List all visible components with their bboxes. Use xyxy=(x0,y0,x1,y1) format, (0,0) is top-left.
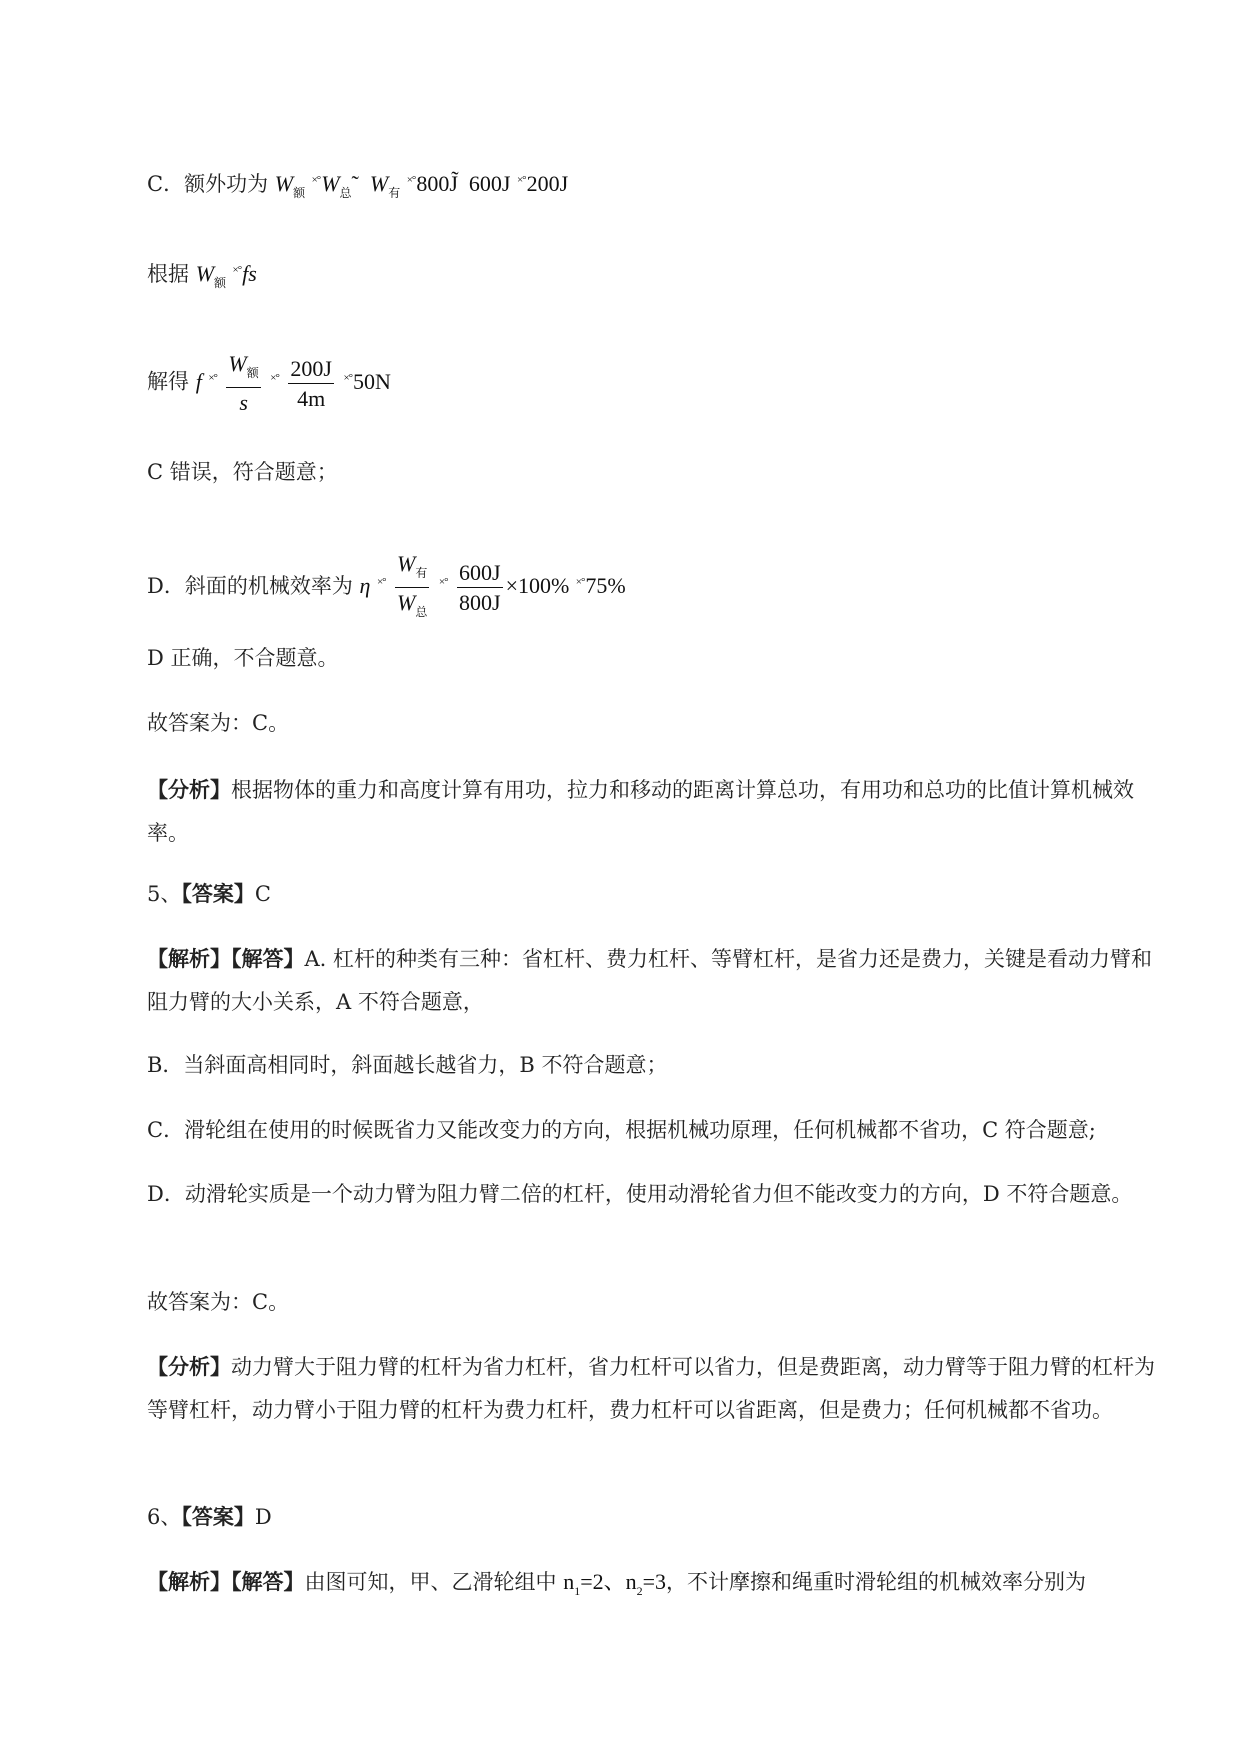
fraction: $\frac{W_额}{s}$ xyxy=(228,351,259,415)
denominator: 800J xyxy=(459,590,501,615)
text: 5、 xyxy=(147,882,182,906)
text: C xyxy=(254,882,271,906)
garbled-symbol: ×° xyxy=(311,174,321,186)
garbled-symbol: ×° xyxy=(575,576,585,589)
fraction xyxy=(457,561,503,615)
subscript: 总 xyxy=(415,605,428,619)
variable: f xyxy=(195,368,202,394)
q5-answer-line xyxy=(147,882,271,906)
garbled-symbol: ×° xyxy=(343,371,353,384)
value: ×100% xyxy=(505,573,570,599)
text: 故答案为：C。 xyxy=(147,1290,290,1314)
value: 50N xyxy=(353,368,391,394)
subscript: 有 xyxy=(415,566,428,580)
d-correct-line xyxy=(147,646,339,670)
tag: 【分析】 xyxy=(147,777,231,802)
math-formula: $W_额$ ×°fs xyxy=(195,261,257,290)
option-c-line xyxy=(147,168,568,205)
subscript: 额 xyxy=(246,366,259,380)
denominator: 4m xyxy=(297,385,326,411)
math-formula: $W_额$ $^{\times^\circ}W_总˜$ $W_有$ ×°800J̃ 600J ×°200J xyxy=(274,171,569,200)
analysis-paragraph-1 xyxy=(147,768,1157,855)
text: 解得 xyxy=(147,369,196,394)
text: 故答案为：C。 xyxy=(147,711,290,735)
text: 由图可知，甲、乙滑轮组中 xyxy=(304,1570,564,1594)
math-formula xyxy=(359,551,626,619)
value: 200J xyxy=(526,171,569,196)
garbled-symbol: ˜ xyxy=(351,171,359,196)
garbled-symbol: ×° xyxy=(208,371,217,384)
tag: 【解析】【解答】 xyxy=(147,946,305,971)
q5-explanation xyxy=(147,937,1157,1024)
text: 动力臂大于阻力臂的杠杆为省力杠杆，省力杠杆可以省力，但是费距离，动力臂等于阻力臂的杠杆为等臂杠杆，动力臂小于阻力臂的杠杆为费力杠杆，费力杠杆可以省距离，但是费力；任何机械都不省功。 xyxy=(147,1355,1155,1422)
fraction: $\frac{W_有}{W_总}$ xyxy=(397,551,428,619)
garbled-symbol: ×° xyxy=(376,576,386,589)
text: D．斜面的机械效率为 xyxy=(147,574,360,599)
answer-line-1 xyxy=(147,711,289,735)
q6-explanation: 【解析】【解答】由图可知，甲、乙滑轮组中 $n_1=2$、$n_2=3$，不计摩擦和绳重时滑轮组的机械效率分别为 xyxy=(147,1569,1087,1598)
text: D．动滑轮实质是一个动力臂为阻力臂二倍的杠杆，使用动滑轮省力但不能改变力的方向，D 不符合题意。 xyxy=(147,1182,1133,1206)
text: 6、 xyxy=(147,1505,182,1529)
variable: s xyxy=(239,390,248,415)
text: D 正确，不合题意。 xyxy=(147,646,339,670)
tag: 【分析】 xyxy=(147,1354,231,1379)
tag: 【答案】 xyxy=(181,1504,255,1529)
text: 根据 xyxy=(147,262,196,286)
fraction xyxy=(288,357,334,411)
numerator: 600J xyxy=(457,561,503,588)
q5-option-d xyxy=(147,1173,1157,1216)
tag: 【答案】 xyxy=(181,881,255,906)
garbled-symbol: ×° xyxy=(406,174,416,186)
garbled-symbol: ×° xyxy=(270,371,279,384)
q6-answer-line xyxy=(147,1505,272,1529)
subscript: 1 xyxy=(574,1584,581,1598)
garbled-symbol: ×° xyxy=(232,264,242,276)
value: 600J xyxy=(468,171,511,196)
text: A. 杠杆的种类有三种：省杠杆、费力杠杆、等臂杠杆，是省力还是费力，关键是看动力臂和阻力臂的大小关系，A 不符合题意， xyxy=(147,947,1153,1014)
analysis-paragraph-2 xyxy=(147,1345,1157,1432)
text: C．滑轮组在使用的时候既省力又能改变力的方向，根据机械功原理，任何机械都不省功，C 符合题意; xyxy=(147,1118,1096,1142)
subscript: 总 xyxy=(339,186,352,200)
option-d-line xyxy=(147,552,626,624)
text: ，不计摩擦和绳重时滑轮组的机械效率分别为 xyxy=(666,1570,1087,1594)
value: 75% xyxy=(585,573,626,599)
math-formula xyxy=(195,351,391,415)
subscript: 有 xyxy=(388,186,401,200)
text: C 错误，符合题意； xyxy=(147,460,338,484)
value: =2、 xyxy=(580,1569,626,1594)
variable: η xyxy=(359,573,371,599)
text: 根据物体的重力和高度计算有用功，拉力和移动的距离计算总功，有用功和总功的比值计算机械效率。 xyxy=(147,778,1134,845)
subscript: 2 xyxy=(636,1584,643,1598)
solve-line xyxy=(147,352,391,415)
garbled-symbol: ×° xyxy=(516,174,526,186)
answer-line-2 xyxy=(147,1290,289,1314)
c-wrong-line xyxy=(147,460,338,484)
q5-option-b xyxy=(147,1053,668,1077)
subscript: 额 xyxy=(293,186,306,200)
text: B．当斜面高相同时，斜面越长越省力，B 不符合题意； xyxy=(147,1053,668,1077)
numerator: 200J xyxy=(288,357,334,384)
tag: 【解析】【解答】 xyxy=(147,1569,305,1594)
value: 800J̃ xyxy=(416,171,458,196)
garbled-symbol: ×° xyxy=(438,576,448,589)
text: D xyxy=(254,1505,272,1529)
q5-option-c xyxy=(147,1118,1096,1142)
variable: fs xyxy=(242,261,257,286)
basis-line xyxy=(147,258,257,295)
value: =3 xyxy=(642,1569,667,1594)
text: C．额外功为 xyxy=(147,172,275,196)
subscript: 额 xyxy=(214,276,227,290)
